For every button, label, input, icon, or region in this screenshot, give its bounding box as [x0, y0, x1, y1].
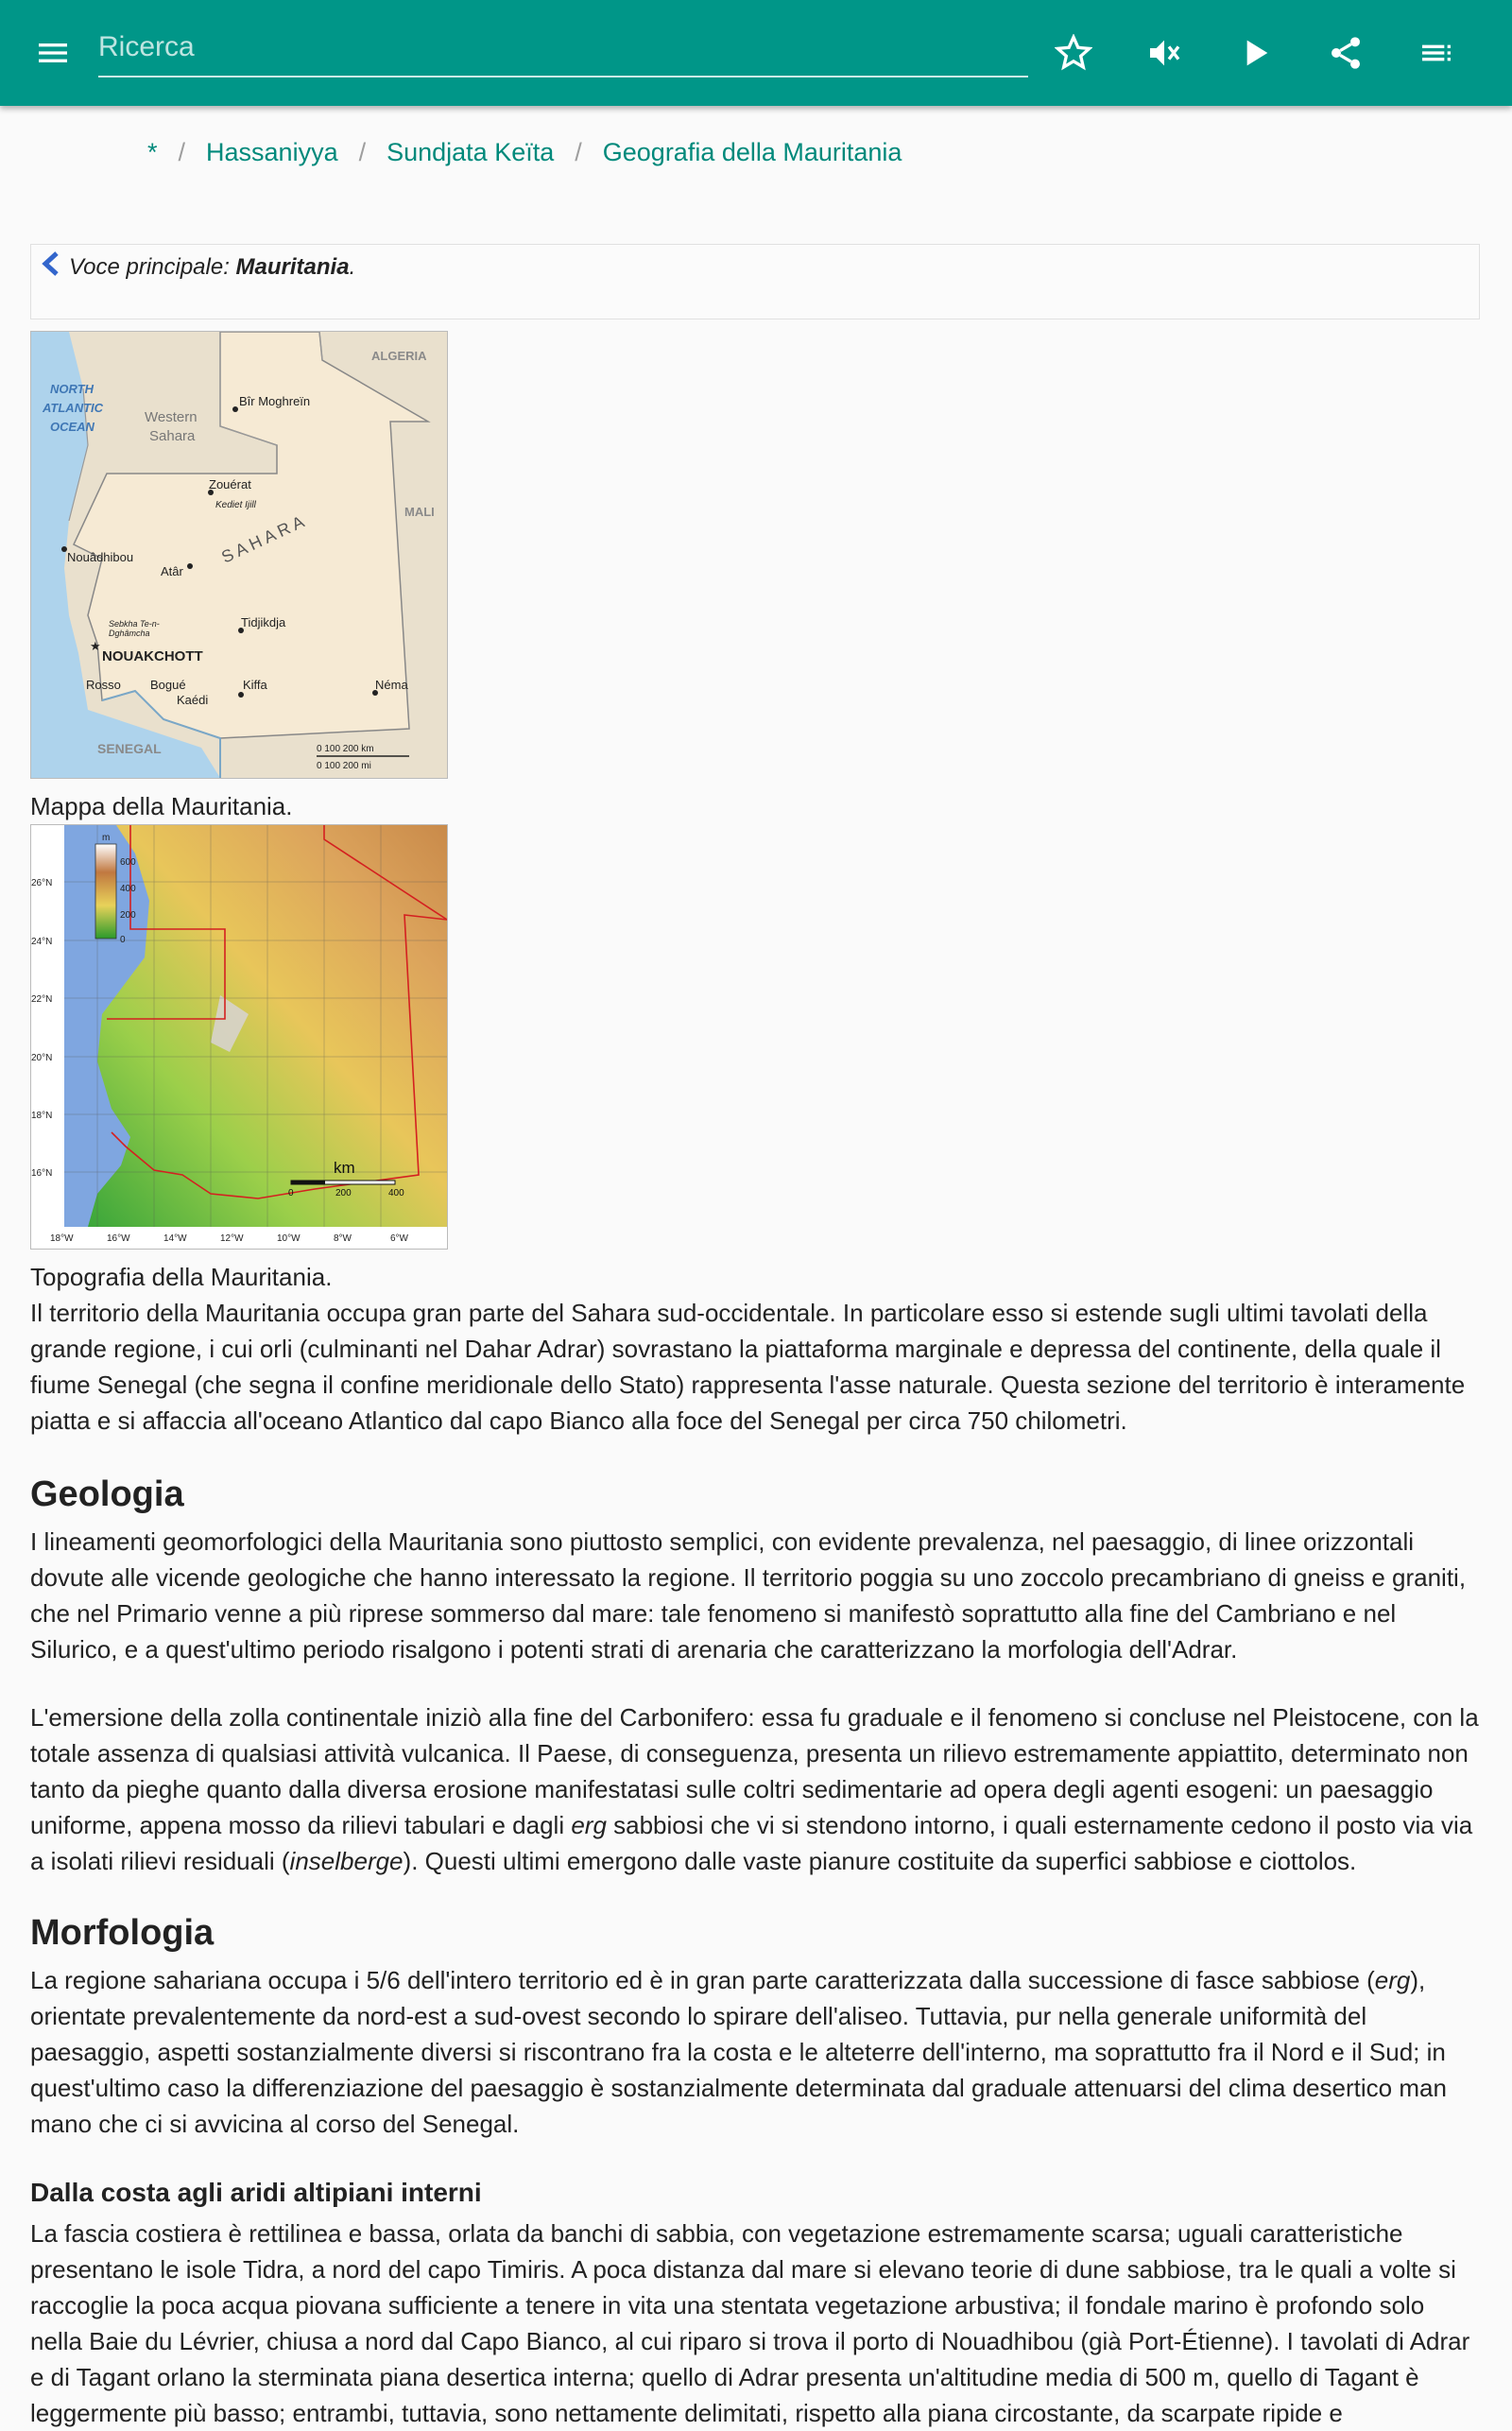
- text-fragment: ), orientate prevalentemente da nord-est a sud-ovest secondo lo spirare dell'aliseo. Tuttavia, pur nella generale uniformità del paesaggio, aspetti sostanzialmente diversi si riscontrano fra la costa e le alteterre dell'interno, ma soprattutto fra il Nord e il Sud; in quest'ultimo caso la differenziazione del paesaggio è sostanzialmente determinata dal graduale attenuarsi del clima desertico man mano che ci si avvicina al corso del Senegal.: [30, 1966, 1447, 2138]
- intro-text: Il territorio della Mauritania occupa gran parte del Sahara sud-occidentale. In particolare esso si estende sugli ultimi tavolati della grande regione, i cui orli (culminanti nel Dahar Adrar) sovrastano la piattaforma marginale e depressa del continente, della quale il fiume Senegal (che segna il confine meridionale dello Stato) rappresenta l'asse naturale. Questa sezione del territorio è interamente piatta e si affaccia all'oceano Atlantico dal capo Bianco alla foce del Senegal per circa 750 chilometri.: [30, 1299, 1466, 1435]
- breadcrumb-item[interactable]: Sundjata Keïta: [387, 138, 555, 166]
- scale-unit: km: [334, 1159, 355, 1177]
- toc-icon[interactable]: [1410, 26, 1463, 79]
- lon-label: 18°W: [50, 1233, 74, 1244]
- map-label-sebkha: Sebkha Te-n-: [109, 619, 160, 629]
- volume-off-icon[interactable]: [1138, 26, 1191, 79]
- legend-value: 400: [120, 884, 136, 894]
- map-label-city: Bîr Moghreïn: [239, 394, 311, 408]
- share-icon[interactable]: [1319, 26, 1372, 79]
- section-heading-morfologia: Morfologia: [30, 1913, 215, 1953]
- lat-label: 18°N: [31, 1111, 53, 1121]
- map-label-western-sahara: Western: [145, 409, 198, 425]
- map-label-city: Atâr: [161, 564, 183, 578]
- map-label-peak: Kediet Ijill: [215, 500, 256, 510]
- map-label-city: Bogué: [150, 678, 186, 692]
- scale-value: 200: [335, 1188, 352, 1198]
- map-label-city: Kaédi: [177, 693, 209, 707]
- geologia-paragraph: [30, 1524, 1482, 1667]
- text-fragment: L'emersione della zolla continentale iniziò alla fine del Carbonifero: essa fu graduale e il fenomeno si concluse nel Pleistocene, con la totale assenza di qualsiasi attività vulcanica. Il Paese, di conseguenza, presenta un rilievo estremamente appiattito, determinato non tanto da pieghe quanto dalla diversa erosione manifestatasi sulle coltri sedimentarie ad opera degli agenti esogeni: un paesaggio uniforme, appena mosso da rilievi tabulari e dagli: [30, 1703, 1479, 1839]
- legend-unit: m: [102, 833, 111, 843]
- breadcrumb-separator: /: [575, 138, 582, 166]
- lon-label: 16°W: [107, 1233, 130, 1244]
- map-label-city: Tidjikdja: [241, 615, 286, 629]
- map-label-city: Néma: [375, 678, 408, 692]
- italic-term: inselberge: [289, 1847, 404, 1875]
- map-label-senegal: SENEGAL: [97, 741, 162, 756]
- intro-paragraph: [30, 1295, 1482, 1439]
- lon-label: 14°W: [163, 1233, 187, 1244]
- breadcrumb-item-current[interactable]: Geografia della Mauritania: [602, 138, 902, 166]
- morfologia-paragraph: [30, 1962, 1482, 2142]
- map-label-ocean: OCEAN: [50, 420, 94, 434]
- lat-label: 26°N: [31, 878, 53, 888]
- breadcrumb-separator: /: [358, 138, 367, 166]
- morfologia-text: [30, 1962, 1482, 2142]
- italic-term: erg: [571, 1811, 607, 1839]
- lat-label: 22°N: [31, 994, 53, 1005]
- section-heading-geologia: Geologia: [30, 1474, 184, 1514]
- breadcrumb-separator: /: [178, 138, 186, 166]
- map-label-sebkha: Dghâmcha: [109, 629, 150, 638]
- map-label-ocean: ATLANTIC: [43, 401, 104, 415]
- main-article-link[interactable]: Mauritania: [235, 254, 350, 280]
- scale-value: 0: [288, 1188, 294, 1198]
- breadcrumb-home[interactable]: *: [147, 138, 158, 166]
- map-label-city: Zouérat: [209, 477, 251, 491]
- breadcrumb: [147, 138, 902, 167]
- text-fragment: ). Questi ultimi emergono dalle vaste pianure costituite da superfici sabbiose e ciottolos.: [403, 1847, 1357, 1875]
- map-label-city: Nouâdhibou: [67, 550, 134, 564]
- notice-prefix: Voce principale:: [69, 254, 236, 280]
- map-label-algeria: ALGERIA: [371, 349, 427, 363]
- legend-value: 200: [120, 910, 136, 921]
- menu-icon[interactable]: [26, 26, 79, 79]
- topographic-map-image[interactable]: [30, 824, 448, 1250]
- map-label-sahara: S A H A R A: [218, 511, 307, 567]
- map-label-capital: NOUAKCHOTT: [102, 648, 203, 664]
- map-label-city: Rosso: [86, 678, 121, 692]
- lat-label: 24°N: [31, 937, 53, 947]
- scale-value: 400: [388, 1188, 404, 1198]
- legend-value: 0: [120, 935, 126, 945]
- map-label-city: Kiffa: [243, 678, 267, 692]
- legend-value: 600: [120, 857, 136, 868]
- subsection-heading: Dalla costa agli aridi altipiani interni: [30, 2178, 482, 2207]
- star-icon[interactable]: [1047, 26, 1100, 79]
- political-map-image[interactable]: [30, 331, 448, 779]
- breadcrumb-item[interactable]: Hassaniyya: [206, 138, 338, 166]
- chevron-left-icon: [39, 250, 63, 279]
- map-scale-mi: 0 100 200 mi: [317, 761, 371, 771]
- play-icon[interactable]: [1228, 26, 1281, 79]
- map-label-ocean: NORTH: [50, 382, 94, 396]
- text-fragment: La regione sahariana occupa i 5/6 dell'intero territorio ed è in gran parte caratterizzata dalla successione di fasce sabbiose (: [30, 1966, 1375, 1994]
- app-toolbar: [0, 0, 1512, 106]
- lat-label: 20°N: [31, 1053, 53, 1063]
- capital-star-icon: ★: [90, 639, 101, 653]
- notice-text: [69, 254, 355, 281]
- geologia-text: [30, 1699, 1482, 1879]
- notice-suffix: .: [349, 254, 356, 280]
- text-fragment: sabbiosi che vi si stendono intorno, i quali esternamente cedono il posto via via a isolati rilievi residuali (: [30, 1811, 1473, 1875]
- image-caption: Mappa della Mauritania.: [30, 792, 293, 820]
- lon-label: 6°W: [390, 1233, 408, 1244]
- search-input[interactable]: [98, 19, 1028, 78]
- map-label-mali: MALI: [404, 505, 435, 519]
- lat-label: 16°N: [31, 1168, 53, 1179]
- subsection-paragraph: [30, 2215, 1482, 2431]
- subsection-text: La fascia costiera è rettilinea e bassa, orlata da banchi di sabbia, con vegetazione estremamente scarsa; uguali caratteristiche presentano le isole Tidra, a nord del capo Timiris. A poca distanza dal mare si elevano teorie di dune sabbiose, tra le quali a volte si raccoglie la poca acqua piovana sufficiente a tenere in vita una stentata vegetazione arbustiva; il fondale marino è profondo solo nella Baie du Lévrier, chiusa a nord dal Capo Bianco, al cui riparo si trova il porto di Nouadhibou (già Port-Étienne). I tavolati di Adrar e di Tagant orlano la sterminata piana desertica interna; quello di Adrar presenta un'altitudine media di 500 m, quello di Tagant è leggermente più basso; entrambi, tuttavia, sono nettamente delimitati, rispetto alla piana circostante, da scarpate ripide e: [30, 2219, 1470, 2427]
- lon-label: 8°W: [334, 1233, 352, 1244]
- main-article-notice: [30, 244, 1480, 319]
- italic-term: erg: [1374, 1966, 1411, 1994]
- lon-label: 10°W: [277, 1233, 301, 1244]
- image-caption: Topografia della Mauritania.: [30, 1263, 333, 1291]
- geologia-paragraph: [30, 1699, 1482, 1879]
- map-label-western-sahara: Sahara: [149, 428, 196, 444]
- map-scale-km: 0 100 200 km: [317, 744, 374, 754]
- lon-label: 12°W: [220, 1233, 244, 1244]
- geologia-text: I lineamenti geomorfologici della Mauritania sono piuttosto semplici, con evidente prevalenza, nel paesaggio, di linee orizzontali dovute alle vicende geologiche che hanno interessato la regione. Il territorio poggia su uno zoccolo precambriano di gneiss e graniti, che nel Primario venne a più riprese sommerso dal mare: tale fenomeno si manifestò soprattutto alla fine del Cambriano e nel Silurico, e a quest'ultimo periodo risalgono i potenti strati di arenaria che caratterizzano la morfologia dell'Adrar.: [30, 1527, 1467, 1664]
